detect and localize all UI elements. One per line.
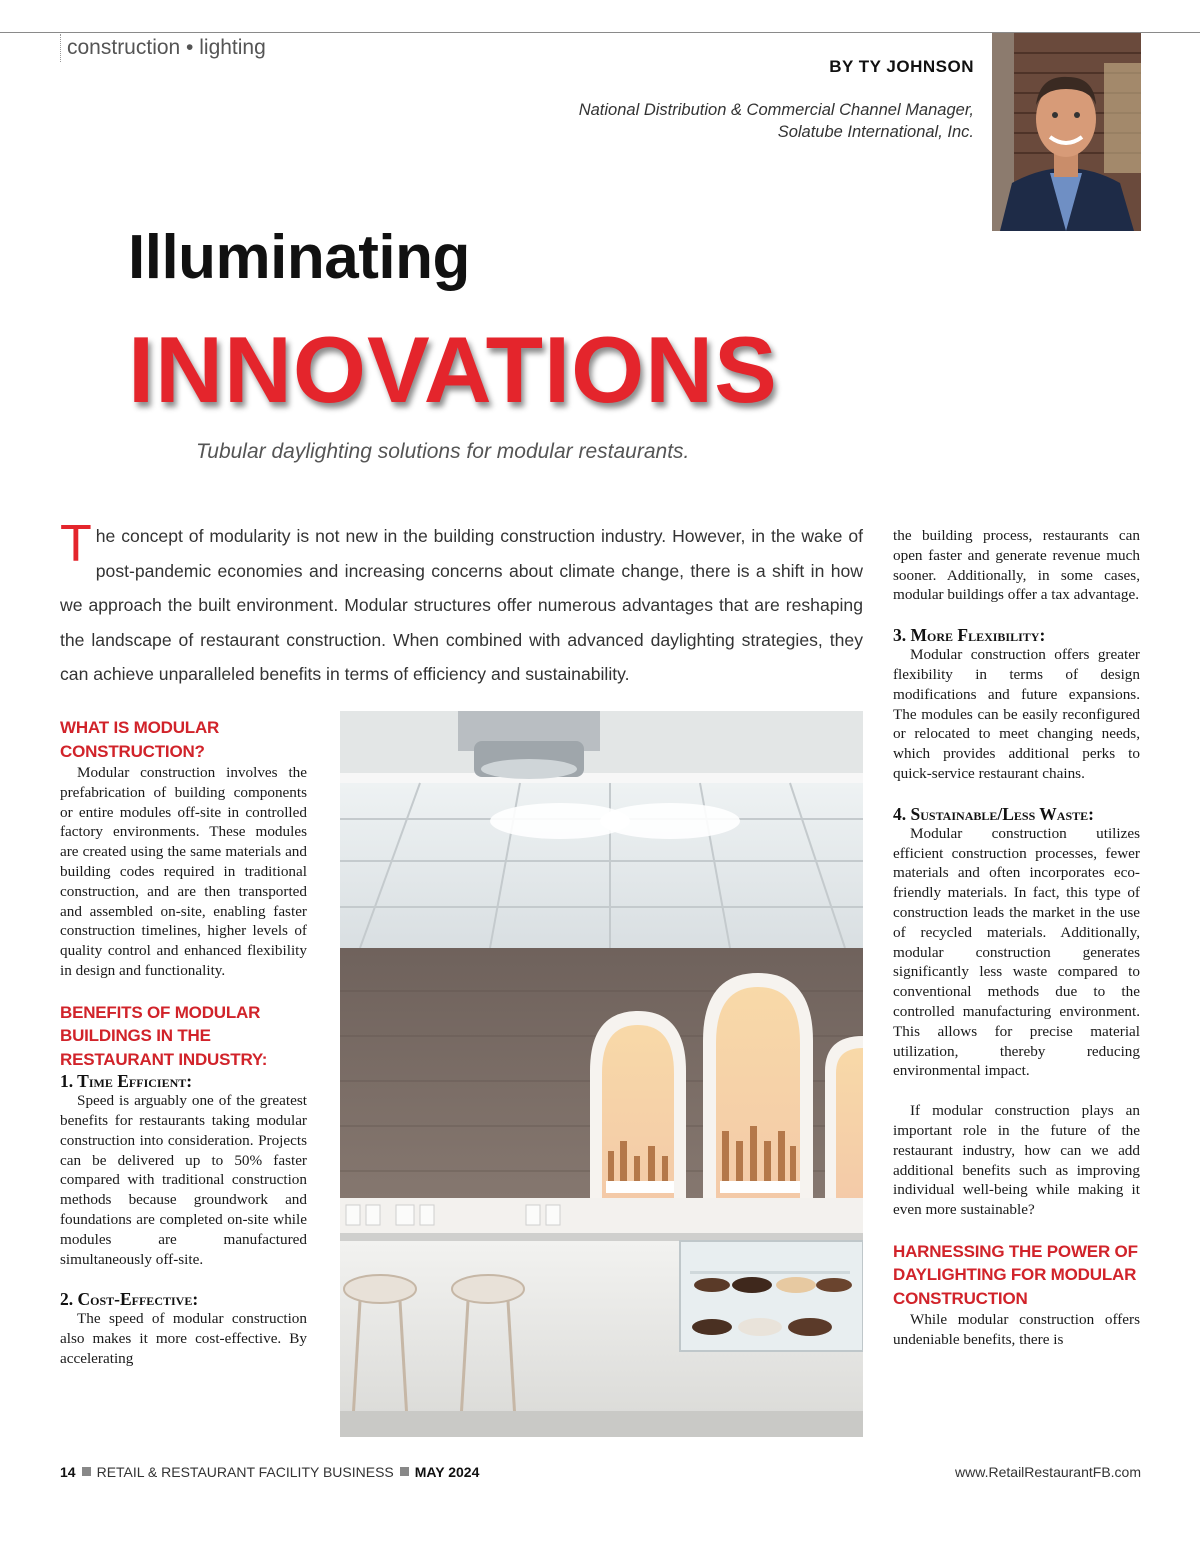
drop-cap: T [60,515,92,573]
heading-benefits: BENEFITS OF MODULAR BUILDINGS IN THE RESTAURANT INDUSTRY: [60,1002,268,1069]
subheading-sustainable: 4. Sustainable/Less Waste: [893,803,1094,824]
restaurant-interior-image [340,711,863,1437]
lede-paragraph [60,515,863,692]
publication-name: RETAIL & RESTAURANT FACILITY BUSINESS [96,1464,394,1480]
heading-harnessing-daylighting: HARNESSING THE POWER OF DAYLIGHTING FOR MODULAR CONSTRUCTION [893,1241,1138,1308]
square-bullet-icon [400,1467,409,1476]
paragraph: While modular construction offers undeniable benefits, there is [893,1311,1140,1349]
deck-subtitle: Tubular daylighting solutions for modular restaurants. [196,440,690,463]
subheading-time-efficient: 1. Time Efficient: [60,1071,193,1092]
issue-date: MAY 2024 [414,1464,480,1480]
paragraph: the building process, restaurants can open faster and generate revenue much sooner. Additionally, in some cases, modular buildings offer a tax advantage. [893,527,1140,604]
website-url: www.RetailRestaurantFB.com [955,1464,1141,1480]
subheading-cost-effective: 2. Cost-Effective: [60,1289,199,1310]
left-column [60,716,307,1369]
author-title [494,99,974,143]
headline-line1: Illuminating [128,223,470,292]
heading-what-is-modular: WHAT IS MODULAR CONSTRUCTION? [60,718,220,761]
headline-line2: INNOVATIONS [128,317,778,422]
section-tag: construction • lighting [60,34,266,62]
page-number: 14 [60,1464,76,1480]
author-title-line1: National Distribution & Commercial Channel Manager, [578,101,974,119]
paragraph: Modular construction involves the prefabrication of building components or entire modules off-site in controlled factory environments. These modules are created using the same materials and building codes required in traditional construction, and are then transported and assembled on-site, enabling faster construction timelines, higher levels of quality control and enhanced flexibility in design and functionality. [60,764,307,979]
author-photo [992,33,1141,231]
footer-left [60,1464,479,1480]
paragraph: If modular construction plays an important role in the future of the restaurant industry, how can we add additional benefits such as improving individual well-being while making it even more sustainable? [893,1102,1140,1219]
lede-text: he concept of modularity is not new in the building construction industry. However, in the wake of post-pandemic economies and increasing concerns about climate change, there is a shift in how we approach the built environment. Modular structures offer numerous advantages that are reshaping the landscape of restaurant construction. When combined with advanced daylighting strategies, they can achieve unparalleled benefits in terms of efficiency and sustainability. [60,526,863,684]
author-title-line2: Solatube International, Inc. [777,123,974,141]
byline: BY TY JOHNSON [829,57,974,76]
paragraph: Speed is arguably one of the greatest benefits for restaurants taking modular construction into consideration. Projects can be delivered up to 50% faster compared with traditional construction methods because groundwork and foundations are completed on-site while modules are manufactured simultaneously off-site. [60,1092,307,1268]
subheading-more-flexibility: 3. More Flexibility: [893,625,1046,646]
paragraph: Modular construction utilizes efficient construction processes, fewer materials and often incorporates eco-friendly materials. In fact, this type of construction leads the market in the use of recycled materials. Additionally, modular construction generates significantly less waste compared to conventional methods due to the controlled manufacturing environment. This allows for precise material utilization, thereby reducing environmental impact. [893,824,1140,1080]
paragraph: The speed of modular construction also makes it more cost-effective. By accelerating [60,1310,307,1368]
right-column [893,526,1140,1350]
square-bullet-icon [82,1467,91,1476]
paragraph: Modular construction offers greater flexibility in terms of design modifications and future expansions. The modules can be easily reconfigured or relocated to meet changing needs, which provides additional perks to quick-service restaurant chains. [893,646,1140,782]
